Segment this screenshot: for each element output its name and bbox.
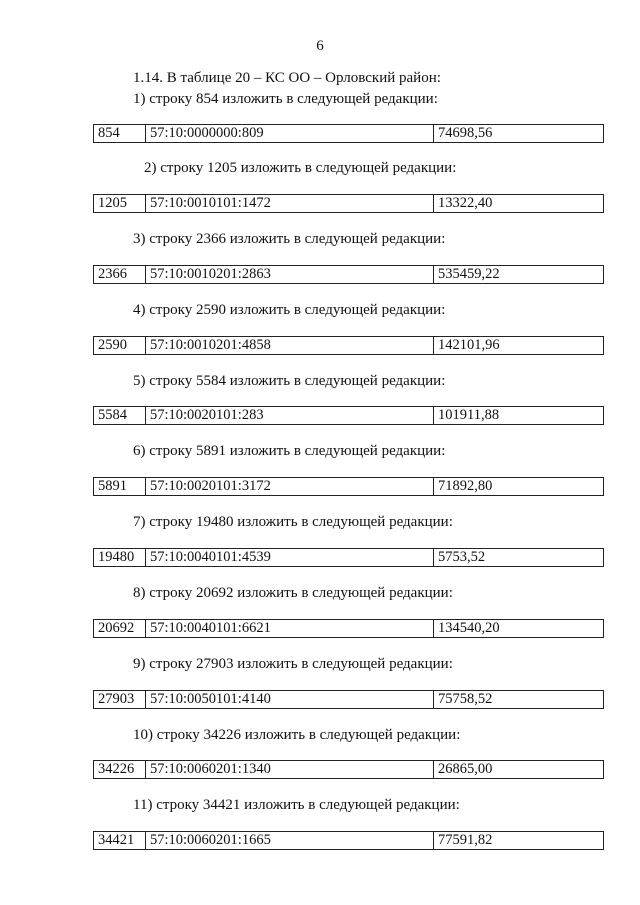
value-cell: 77591,82 [438,832,493,848]
cadastral-number-cell: 57:10:0020101:3172 [146,478,434,495]
cadastral-number-cell: 57:10:0010201:2863 [146,266,434,283]
page-number: 6 [316,38,324,54]
value-cell: 75758,52 [438,691,493,707]
cadastral-number-cell: 57:10:0010101:1472 [146,195,434,212]
row-number-cell: 2366 [94,266,146,283]
row-number-cell: 5584 [94,407,146,424]
instruction-text: 2) строку 1205 изложить в следующей редакции: [144,160,457,176]
table-row [93,194,604,213]
instruction-text: 1) строку 854 изложить в следующей редакции: [133,91,438,107]
table-row [93,690,604,709]
row-number-cell: 20692 [94,620,146,637]
cadastral-number-cell: 57:10:0040101:4539 [146,549,434,566]
row-number-cell: 19480 [94,549,146,566]
row-number-cell: 1205 [94,195,146,212]
instruction-text: 11) строку 34421 изложить в следующей редакции: [133,797,460,813]
instruction-text: 8) строку 20692 изложить в следующей редакции: [133,585,453,601]
value-cell: 26865,00 [438,761,493,777]
section-heading: 1.14. В таблице 20 – КС ОО – Орловский район: [133,70,441,86]
cadastral-number-cell: 57:10:0050101:4140 [146,691,434,708]
table-row [93,336,604,355]
instruction-text: 10) строку 34226 изложить в следующей редакции: [133,727,461,743]
value-cell: 535459,22 [438,266,500,282]
table-row [93,619,604,638]
table-row [93,760,604,779]
value-cell: 101911,88 [438,407,500,423]
instruction-text: 4) строку 2590 изложить в следующей редакции: [133,302,446,318]
cadastral-number-cell: 57:10:0040101:6621 [146,620,434,637]
value-cell: 74698,56 [438,125,493,141]
cadastral-number-cell: 57:10:0010201:4858 [146,337,434,354]
table-row [93,124,604,143]
row-number-cell: 34226 [94,761,146,778]
table-row [93,477,604,496]
value-cell: 5753,52 [438,549,486,565]
instruction-text: 5) строку 5584 изложить в следующей редакции: [133,373,446,389]
cadastral-number-cell: 57:10:0000000:809 [146,125,434,142]
value-cell: 134540,20 [438,620,500,636]
row-number-cell: 854 [94,125,146,142]
table-row [93,265,604,284]
table-row [93,831,604,850]
table-row [93,548,604,567]
row-number-cell: 34421 [94,832,146,849]
row-number-cell: 27903 [94,691,146,708]
instruction-text: 7) строку 19480 изложить в следующей редакции: [133,514,453,530]
value-cell: 13322,40 [438,195,493,211]
cadastral-number-cell: 57:10:0020101:283 [146,407,434,424]
cadastral-number-cell: 57:10:0060201:1665 [146,832,434,849]
row-number-cell: 5891 [94,478,146,495]
table-row [93,406,604,425]
cadastral-number-cell: 57:10:0060201:1340 [146,761,434,778]
instruction-text: 3) строку 2366 изложить в следующей редакции: [133,231,446,247]
row-number-cell: 2590 [94,337,146,354]
value-cell: 71892,80 [438,478,493,494]
value-cell: 142101,96 [438,337,500,353]
instruction-text: 6) строку 5891 изложить в следующей редакции: [133,443,446,459]
instruction-text: 9) строку 27903 изложить в следующей редакции: [133,656,453,672]
